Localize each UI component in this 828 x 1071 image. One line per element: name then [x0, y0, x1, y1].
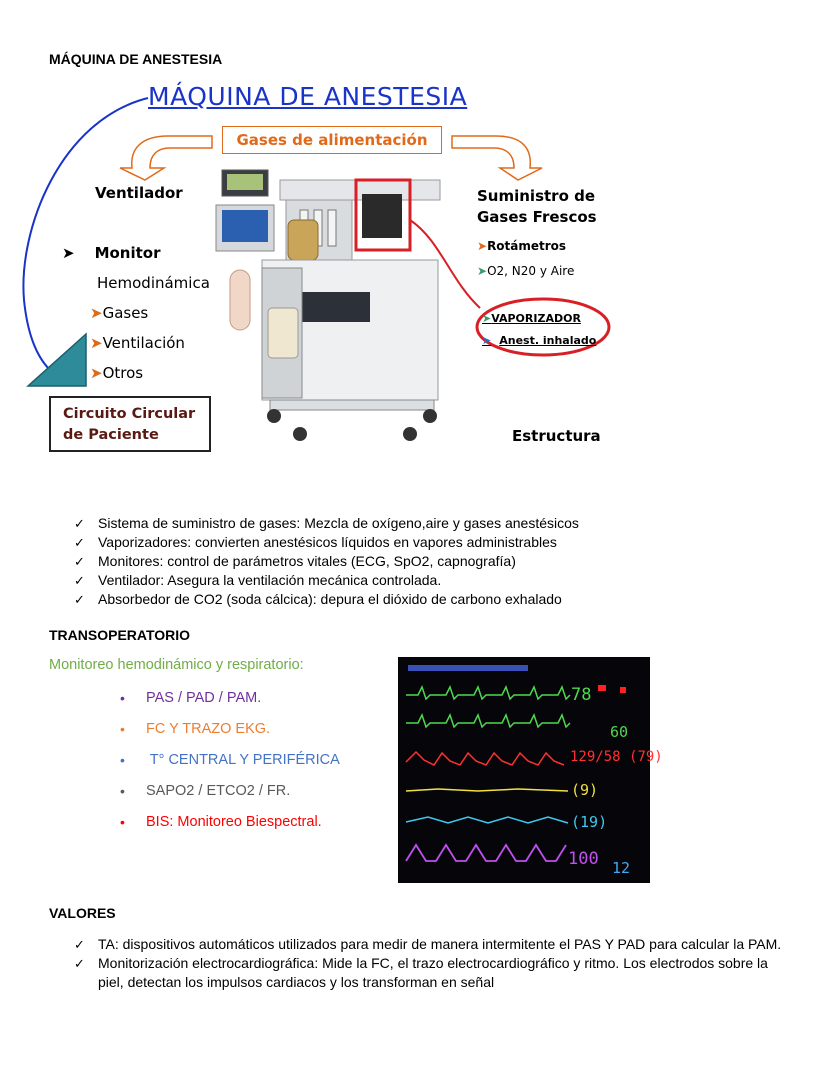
list-item: ✓ Monitorización electrocardiográfica: Mide la FC, el trazo electrocardiográfico y ritmo. Los electrodos sobre la piel, detectan los impulsos cardiacos y los transforman en señal — [74, 954, 784, 992]
label-vaporizador: ➤VAPORIZADOR — [482, 312, 581, 325]
blue-arc — [23, 98, 148, 370]
monitoreo-title: Monitoreo hemodinámico y respiratorio: — [49, 657, 304, 673]
monitor-waveforms — [398, 657, 650, 883]
arrow-icon: ➤ — [482, 334, 492, 347]
diagram-title: MÁQUINA DE ANESTESIA — [148, 82, 468, 111]
section-heading-transoperatorio: TRANSOPERATORIO — [49, 627, 191, 643]
label-hemodinamica: Hemodinámica — [97, 274, 210, 292]
label-rotametros: ➤Rotámetros — [477, 239, 567, 253]
monitor-cvp: (9) — [571, 781, 599, 799]
anesthesia-diagram — [0, 70, 828, 470]
components-list — [74, 514, 579, 609]
label-ventilador: Ventilador — [95, 184, 183, 202]
list-item: • PAS / PAD / PAM. — [120, 688, 340, 719]
label-gases: ➤Gases — [90, 304, 149, 322]
monitor-resp: 12 — [612, 859, 631, 877]
list-item: • T° CENTRAL Y PERIFÉRICA — [120, 750, 340, 781]
label-anest: ➤ Anest. inhalado — [482, 334, 597, 347]
orange-arrow-right — [452, 136, 542, 180]
monitor-spo2: 100 — [568, 849, 599, 869]
list-item: ✓ Ventilador: Asegura la ventilación mecánica controlada. — [74, 571, 579, 590]
valores-list — [74, 935, 784, 992]
list-item: ✓ Monitores: control de parámetros vitales (ECG, SpO2, capnografía) — [74, 552, 579, 571]
label-ventilacion: ➤Ventilación — [90, 334, 185, 352]
label-o2: ➤O2, N20 y Aire — [477, 264, 575, 278]
arrow-icon: ➤ — [90, 304, 103, 322]
orange-arrow-left — [120, 136, 212, 180]
list-item: • BIS: Monitoreo Biespectral. — [120, 812, 340, 843]
monitor-hr: 78 — [571, 685, 592, 705]
arrow-icon: ➤ — [62, 244, 75, 262]
section-heading-valores: VALORES — [49, 905, 116, 921]
monitor-etco2: 60 — [610, 723, 629, 741]
machine-illustration — [216, 170, 440, 441]
arrow-icon: ➤ — [482, 312, 492, 325]
teal-triangle — [28, 334, 86, 386]
list-item: ✓ TA: dispositivos automáticos utilizados para medir de manera intermitente el PAS Y PAD para calcular la PAM. — [74, 935, 784, 954]
list-item: • SAPO2 / ETCO2 / FR. — [120, 781, 340, 812]
list-item: ✓ Sistema de suministro de gases: Mezcla de oxígeno,aire y gases anestésicos — [74, 514, 579, 533]
monitoreo-list — [120, 688, 340, 843]
list-item: ✓ Absorbedor de CO2 (soda cálcica): depura el dióxido de carbono exhalado — [74, 590, 579, 609]
circuito-box: Circuito Circular de Paciente — [49, 396, 211, 452]
arrow-icon: ➤ — [90, 364, 103, 382]
monitor-icp: (19) — [571, 813, 608, 831]
patient-monitor-image — [398, 657, 663, 883]
list-item: ✓ Vaporizadores: convierten anestésicos líquidos en vapores administrables — [74, 533, 579, 552]
list-item: • FC Y TRAZO EKG. — [120, 719, 340, 750]
label-monitor: ➤ Monitor — [62, 244, 161, 262]
label-suministro: Suministro de Gases Frescos — [477, 187, 597, 226]
section-heading-maquina: MÁQUINA DE ANESTESIA — [49, 51, 223, 67]
arrow-icon: ➤ — [477, 239, 488, 253]
label-otros: ➤Otros — [90, 364, 144, 382]
label-estructura: Estructura — [512, 427, 601, 445]
monitor-art: 129/58 (79) — [570, 749, 663, 765]
arrow-icon: ➤ — [90, 334, 103, 352]
gases-alimentacion-box: Gases de alimentación — [222, 126, 442, 154]
arrow-icon: ➤ — [477, 264, 488, 278]
